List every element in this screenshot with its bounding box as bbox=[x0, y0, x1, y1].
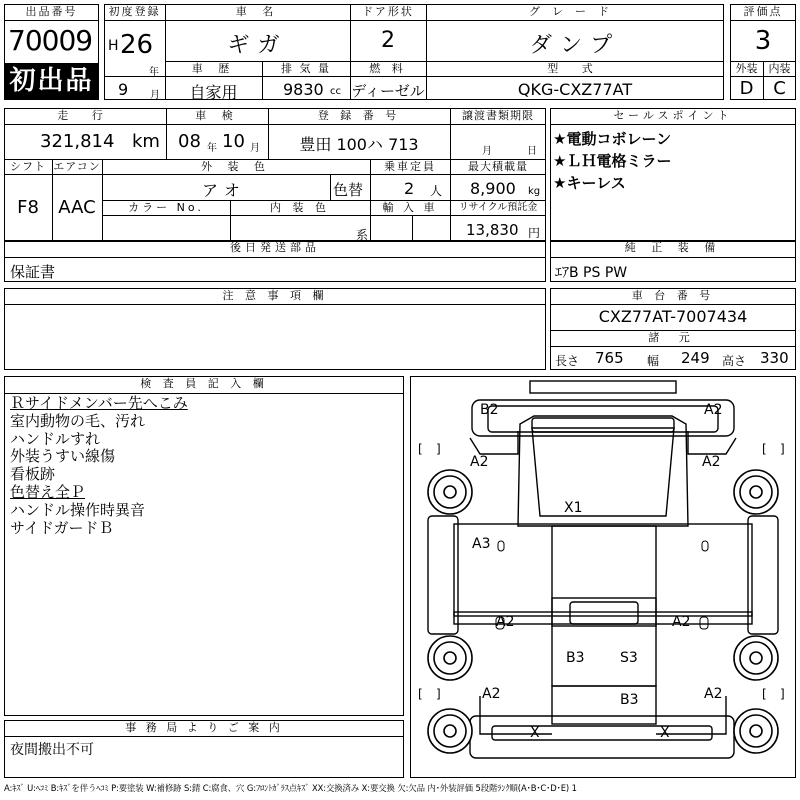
transfer-month-unit: 月 bbox=[482, 146, 492, 157]
shift: F8 bbox=[17, 197, 39, 218]
history: 自家用 bbox=[189, 83, 238, 102]
inspector-line: 色替え全Ｐ bbox=[10, 482, 86, 501]
model: QKG-CXZ77AT bbox=[517, 80, 633, 99]
width-label: 幅 bbox=[647, 354, 660, 368]
damage-mark: S3 bbox=[620, 650, 638, 666]
legend: A:ｷｽﾞ U:ﾍｺﾐ B:ｷｽﾞを伴うﾍｺﾐ P:要塗装 W:補修跡 S:錆 C:腐食、穴 G:ﾌﾛﾝﾄｶﾞﾗｽ点ｷｽﾞ XX:交換済み X:要交換 欠:欠品 内･外装評価 5段階ﾗﾝｸ順(A･B･C･D･E) 1 bbox=[4, 783, 577, 793]
damage-mark: A2 bbox=[704, 402, 723, 418]
notes-label: 注 意 事 項 欄 bbox=[222, 289, 328, 302]
later-parts-label: 後日発送部品 bbox=[230, 241, 320, 254]
car-name: ギガ bbox=[227, 33, 288, 58]
svg-text:]: ] bbox=[780, 442, 785, 456]
inspection-label: 車 検 bbox=[195, 109, 239, 122]
max-load-unit: kg bbox=[528, 186, 541, 197]
mileage-unit: km bbox=[132, 131, 160, 152]
doors: 2 bbox=[381, 28, 395, 53]
int-color-unit: 系 bbox=[356, 228, 369, 242]
sales-point-1: ★電動コボレーン bbox=[553, 130, 672, 148]
damage-mark: X bbox=[530, 725, 540, 741]
int-color-label: 内 装 色 bbox=[270, 201, 330, 214]
svg-text:]: ] bbox=[436, 442, 441, 456]
max-load-label: 最大積載量 bbox=[468, 160, 528, 173]
interior-label: 内装 bbox=[768, 62, 791, 75]
max-load: 8,900 bbox=[470, 179, 516, 198]
reg-year: 26 bbox=[120, 30, 154, 60]
inspector-line: Ｒサイドメンバー先へこみ bbox=[10, 394, 188, 412]
lot-label: 出品番号 bbox=[25, 5, 78, 18]
office-value: 夜間搬出不可 bbox=[10, 742, 94, 758]
interior-grade: C bbox=[773, 78, 786, 99]
exterior-label: 外装 bbox=[735, 62, 758, 75]
plate-label: 登 録 番 号 bbox=[317, 109, 401, 122]
damage-mark: B3 bbox=[566, 650, 585, 666]
first-listing-badge: 初出品 bbox=[4, 63, 99, 100]
truck-diagram bbox=[410, 376, 796, 778]
damage-mark: X1 bbox=[564, 500, 583, 516]
import-label: 輸 入 車 bbox=[382, 201, 438, 214]
reg-month: 9 bbox=[118, 80, 129, 99]
inspector-line: サイドガードＢ bbox=[10, 518, 114, 537]
shift-label: シフト bbox=[10, 160, 46, 173]
inspector-lines bbox=[10, 395, 188, 537]
color-no-label: カラー No. bbox=[128, 201, 204, 214]
displacement-label: 排 気 量 bbox=[281, 62, 331, 75]
score: 3 bbox=[754, 26, 772, 56]
mileage-label: 走 行 bbox=[57, 109, 113, 122]
plate: 豊田 100ハ 713 bbox=[299, 135, 419, 154]
svg-text:]: ] bbox=[436, 687, 441, 701]
recycle-unit: 円 bbox=[528, 226, 541, 240]
reg-month-unit: 月 bbox=[150, 90, 160, 101]
genuine-value: ｴｱB PS PW bbox=[555, 265, 628, 281]
grade-label: グレード bbox=[529, 5, 621, 18]
damage-mark: A2 bbox=[496, 614, 515, 630]
recycle-label: リサイクル預託金 bbox=[458, 202, 538, 213]
fuel: ディーゼル bbox=[351, 82, 425, 100]
damage-mark: A2 bbox=[702, 454, 721, 470]
svg-text:]: ] bbox=[780, 687, 785, 701]
inspection-month-unit: 月 bbox=[250, 143, 260, 154]
damage-mark: A2 bbox=[470, 454, 489, 470]
inspection-year-unit: 年 bbox=[207, 143, 217, 154]
transfer-day-unit: 日 bbox=[527, 146, 537, 157]
capacity-label: 乗車定員 bbox=[384, 160, 436, 173]
svg-text:[: [ bbox=[762, 687, 767, 701]
transfer-label: 譲渡書類期限 bbox=[462, 109, 534, 122]
recycle: 13,830 bbox=[466, 221, 519, 239]
svg-text:[: [ bbox=[762, 442, 767, 456]
sales-point-2: ★ＬＨ電格ミラー bbox=[553, 152, 672, 170]
color-label: 外 装 色 bbox=[201, 160, 271, 173]
color: アオ bbox=[202, 181, 246, 200]
chassis-label: 車 台 番 号 bbox=[631, 289, 715, 302]
genuine-label: 純 正 装 備 bbox=[624, 241, 722, 254]
svg-text:[: [ bbox=[418, 687, 423, 701]
displacement: 9830 bbox=[283, 80, 324, 99]
capacity-unit: 人 bbox=[430, 184, 443, 198]
lot-number: 70009 bbox=[8, 24, 93, 57]
grade: ダンプ bbox=[529, 33, 621, 58]
height-label: 高さ bbox=[722, 354, 747, 368]
inspector-line: ハンドルすれ bbox=[10, 429, 101, 448]
inspector-line: 室内動物の毛、汚れ bbox=[10, 411, 146, 430]
height: 330 bbox=[760, 349, 789, 367]
mileage: 321,814 bbox=[40, 131, 115, 152]
vehicle-detail-box bbox=[4, 108, 546, 242]
inspection-month: 10 bbox=[222, 131, 245, 152]
office-label: 事 務 局 よ り ご 案 内 bbox=[125, 721, 283, 734]
ac: AAC bbox=[58, 197, 96, 218]
damage-mark: B3 bbox=[620, 692, 639, 708]
inspector-line: 看板跡 bbox=[10, 465, 56, 484]
dims-label: 諸 元 bbox=[648, 331, 698, 344]
width: 249 bbox=[681, 349, 710, 367]
color-change: 色替 bbox=[333, 181, 364, 199]
first-reg-label: 初度登録 bbox=[108, 5, 161, 18]
svg-text:[: [ bbox=[418, 442, 423, 456]
inspection-year: 08 bbox=[178, 131, 201, 152]
capacity: 2 bbox=[404, 179, 415, 198]
reg-year-unit: 年 bbox=[149, 67, 159, 78]
later-parts-value: 保証書 bbox=[10, 263, 56, 281]
inspector-line: ハンドル操作時異音 bbox=[10, 500, 146, 519]
ac-label: エアコン bbox=[53, 160, 101, 173]
sales-point-3: ★キーレス bbox=[553, 174, 626, 192]
exterior-grade: D bbox=[739, 78, 754, 99]
fuel-label: 燃 料 bbox=[369, 62, 407, 75]
damage-mark: X bbox=[660, 725, 670, 741]
door-label: ドア形状 bbox=[362, 5, 414, 18]
model-label: 型 式 bbox=[547, 62, 603, 75]
score-label: 評価点 bbox=[743, 5, 783, 18]
displacement-unit: cc bbox=[330, 86, 341, 97]
damage-mark: B2 bbox=[480, 402, 499, 418]
history-label: 車 歴 bbox=[191, 62, 236, 75]
era: H bbox=[108, 38, 119, 54]
car-name-label: 車 名 bbox=[235, 5, 280, 18]
inspector-label: 検 査 員 記 入 欄 bbox=[140, 377, 268, 390]
damage-mark: A2 bbox=[704, 686, 723, 702]
sales-points-label: セールスポイント bbox=[613, 109, 733, 122]
damage-mark: A3 bbox=[472, 536, 491, 552]
damage-mark: A2 bbox=[482, 686, 501, 702]
damage-mark: A2 bbox=[672, 614, 691, 630]
length: 765 bbox=[595, 349, 624, 367]
inspector-line: 外装うすい線傷 bbox=[10, 447, 116, 466]
length-label: 長さ bbox=[555, 354, 580, 368]
chassis-number: CXZ77AT-7007434 bbox=[598, 307, 748, 326]
